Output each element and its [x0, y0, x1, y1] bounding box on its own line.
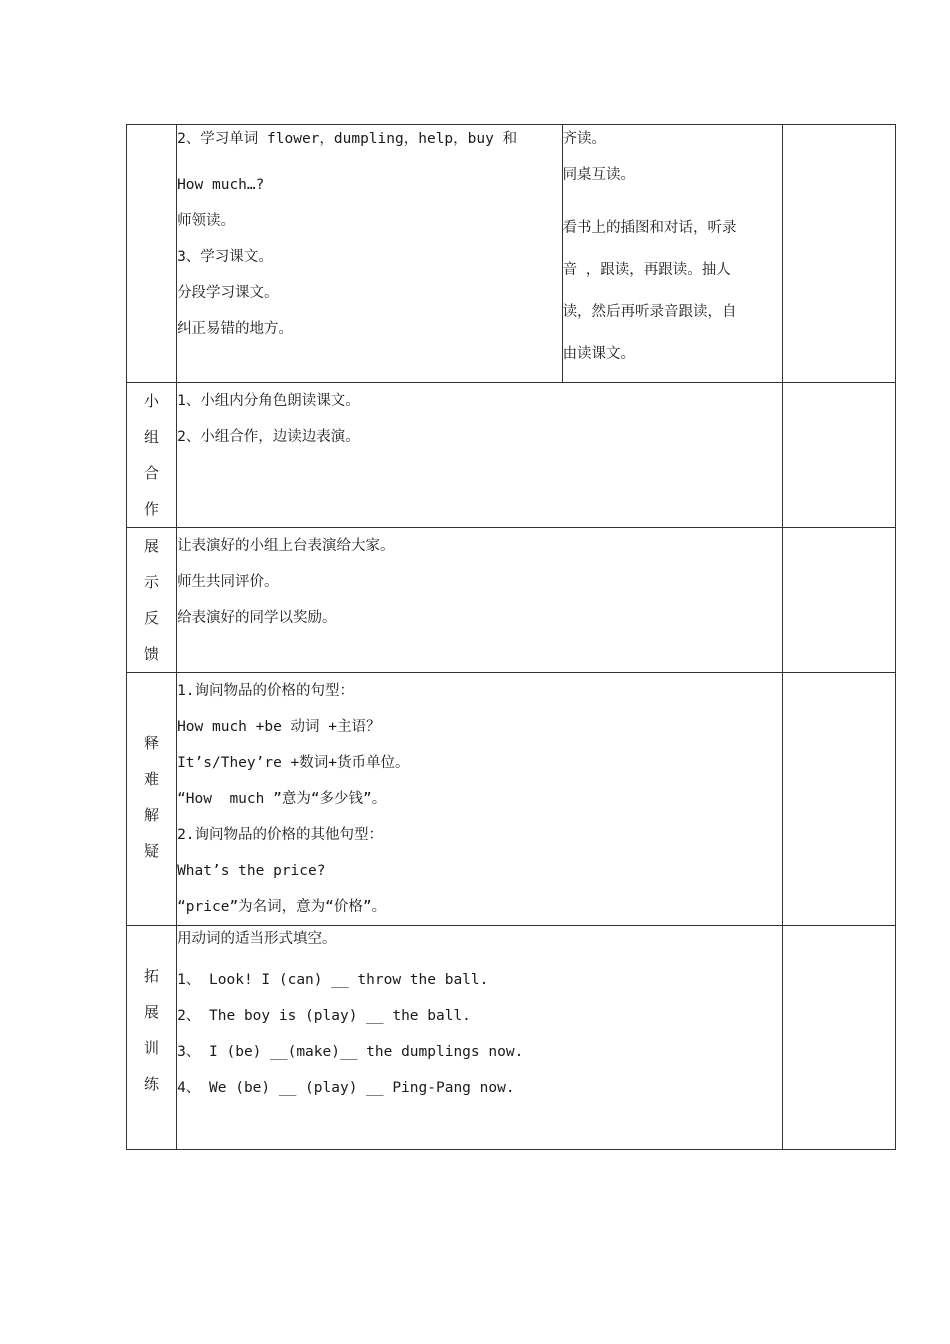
text-line: 看书上的插图和对话，听录: [562, 220, 737, 236]
label-char: 组: [144, 428, 160, 446]
text-line: 用动词的适当形式填空。: [177, 931, 337, 947]
text-line: 让表演好的小组上台表演给大家。: [177, 538, 395, 554]
label-char: 训: [144, 1039, 160, 1057]
text-line: How much +be 动词 +主语？: [177, 719, 381, 735]
row-label-cell: [127, 125, 177, 383]
section-label-group-work: [127, 383, 177, 528]
label-char: 拓: [144, 967, 160, 985]
text-line: 3、 I (be) __(make)__ the dumplings now.: [177, 1044, 524, 1060]
text-line: 2、小组合作，边读边表演。: [177, 429, 360, 445]
text-line: How much…?: [177, 177, 265, 193]
text-line: 师领读。: [177, 213, 236, 229]
text-line: 同桌互读。: [562, 167, 636, 183]
text-line: 给表演好的同学以奖励。: [177, 610, 337, 626]
text-line: 2.询问物品的价格的其他句型：: [177, 827, 384, 843]
text-line: “How much ”意为“多少钱”。: [177, 791, 387, 807]
text-line: 音 ，跟读，再跟读。抽人: [562, 262, 731, 278]
text-line: 分段学习课文。: [177, 285, 279, 301]
label-char: 解: [144, 806, 160, 824]
label-char: 疑: [144, 842, 160, 860]
content-cell: [177, 673, 783, 926]
text-line: 2、 The boy is (play) __ the ball.: [177, 1008, 471, 1024]
notes-cell: [782, 528, 895, 673]
label-char: 作: [144, 500, 160, 518]
student-activity-cell: [562, 125, 782, 383]
text-line: 齐读。: [562, 131, 607, 147]
text-line: 师生共同评价。: [177, 574, 279, 590]
notes-cell: [782, 926, 895, 1150]
table-row: [127, 926, 896, 1150]
text-line: 纠正易错的地方。: [177, 321, 294, 337]
label-char: 馈: [144, 645, 160, 663]
text-line: What’s the price?: [177, 863, 326, 879]
label-char: 难: [144, 770, 160, 788]
section-label-extension: [127, 926, 177, 1150]
section-label-difficulties: [127, 673, 177, 926]
label-char: 练: [144, 1075, 160, 1093]
label-char: 展: [144, 537, 160, 555]
lesson-plan-table: [126, 124, 896, 1150]
text-line: “price”为名词，意为“价格”。: [177, 899, 387, 915]
label-char: 释: [144, 734, 160, 752]
notes-cell: [782, 125, 895, 383]
label-char: 反: [144, 609, 160, 627]
label-char: 合: [144, 464, 160, 482]
table-row: [127, 383, 896, 528]
label-char: 示: [144, 573, 160, 591]
text-line: 由读课文。: [562, 346, 636, 362]
blank-line: [563, 189, 782, 207]
content-cell: [177, 383, 783, 528]
label-char: 展: [144, 1003, 160, 1021]
content-cell: [177, 926, 783, 1150]
text-line: 4、 We (be) __ (play) __ Ping-Pang now.: [177, 1080, 515, 1096]
label-char: 小: [144, 392, 160, 410]
content-cell: [177, 528, 783, 673]
text-line: 3、学习课文。: [177, 249, 273, 265]
table-row: [127, 528, 896, 673]
table-row: [127, 673, 896, 926]
notes-cell: [782, 673, 895, 926]
teacher-activity-cell: [177, 125, 563, 383]
text-line: It’s/They’re +数词+货币单位。: [177, 755, 410, 771]
text-line: 2、学习单词 flower，dumpling，help，buy 和: [177, 131, 518, 147]
text-line: 1、小组内分角色朗读课文。: [177, 393, 360, 409]
notes-cell: [782, 383, 895, 528]
section-label-presentation: [127, 528, 177, 673]
table-row: [127, 125, 896, 383]
text-line: 1.询问物品的价格的句型：: [177, 683, 355, 699]
text-line: 1、 Look! I (can) __ throw the ball.: [177, 972, 489, 988]
text-line: 读，然后再听录音跟读，自: [562, 304, 737, 320]
